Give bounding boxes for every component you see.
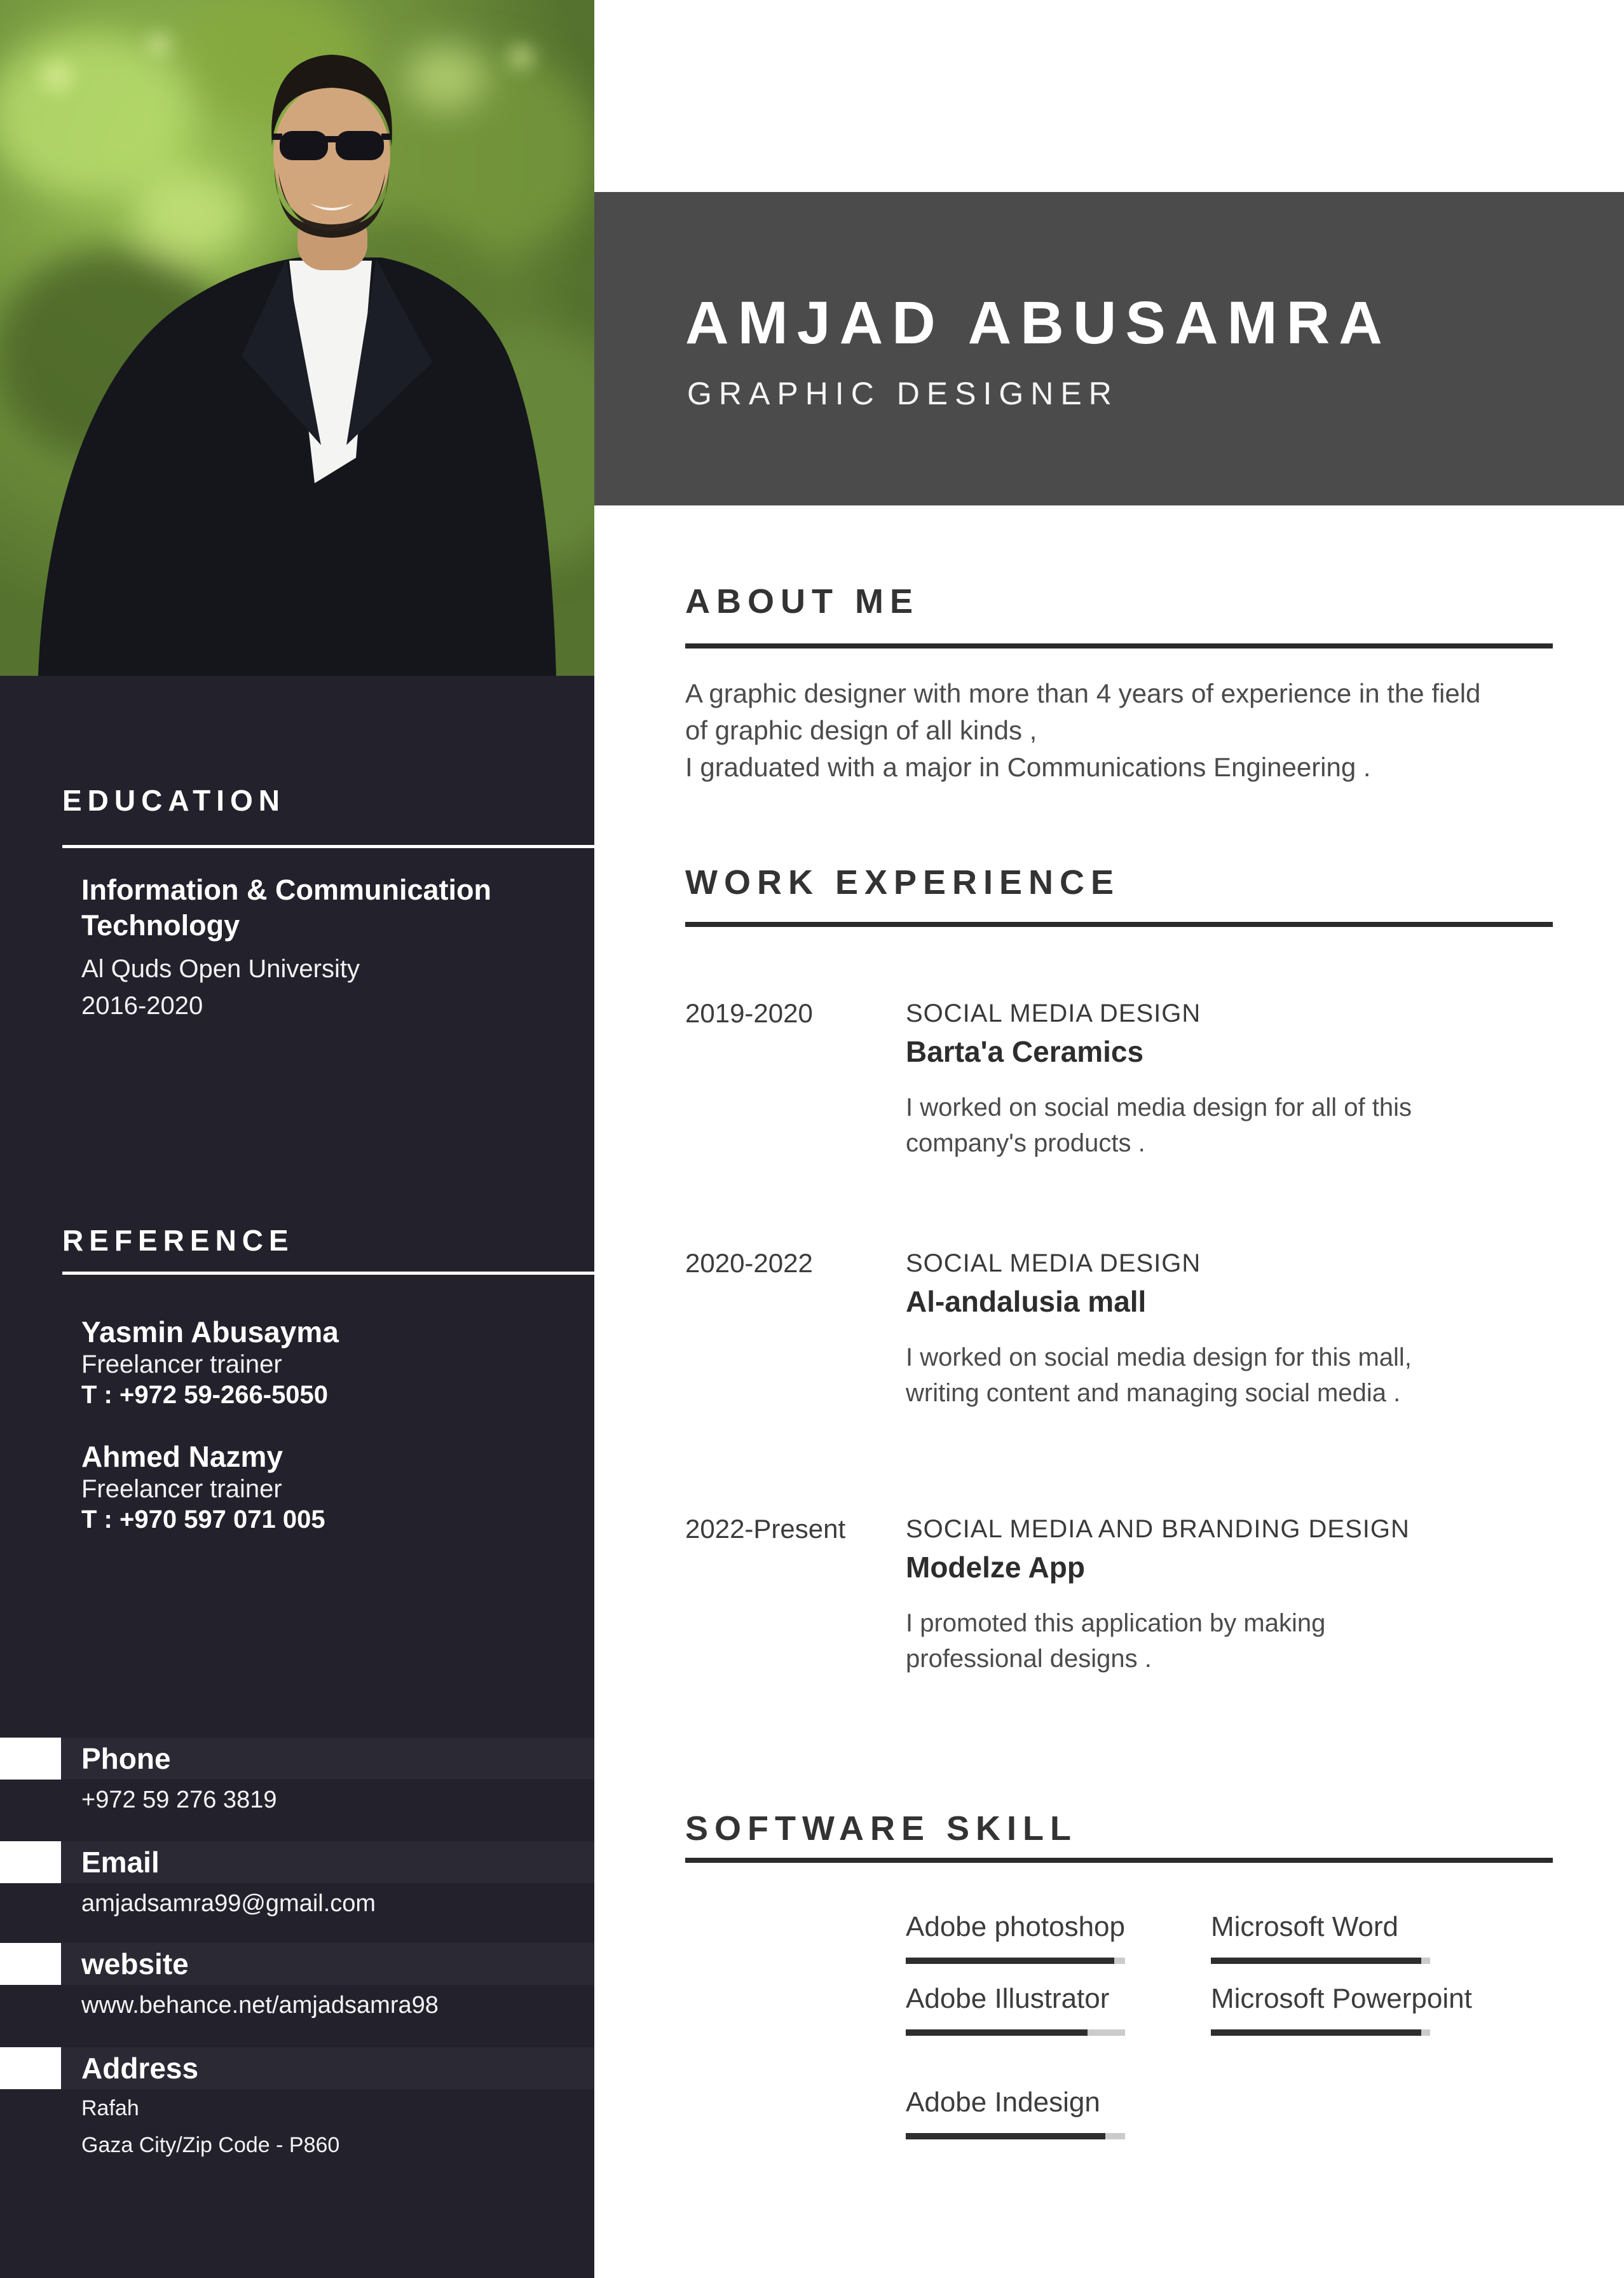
reference-name: Ahmed Nazmy: [81, 1440, 283, 1473]
entry-description-line: writing content and managing social media .: [906, 1379, 1401, 1407]
entry-date: 2022-Present: [685, 1514, 846, 1544]
skill-name: Microsoft Powerpoint: [1211, 1983, 1472, 2014]
contact-label-band: [0, 1841, 594, 1883]
work-entry: [685, 1248, 1553, 1411]
skill-item: [1211, 1911, 1554, 1964]
entry-description-line: I promoted this application by making: [906, 1609, 1326, 1637]
entry-description: [906, 1340, 1553, 1411]
reference-list: [81, 1315, 564, 1535]
reference-role: Freelancer trainer: [81, 1475, 282, 1503]
about-text: [685, 675, 1588, 786]
entry-title: SOCIAL MEDIA DESIGN: [906, 1249, 1201, 1277]
entry-company: Barta'a Ceramics: [906, 1035, 1144, 1068]
about-line: A graphic designer with more than 4 years of experience in the field: [685, 678, 1481, 708]
education-divider: [62, 845, 594, 848]
name-header-box: [594, 192, 1624, 505]
work-heading: WORK EXPERIENCE: [685, 863, 1121, 902]
label-chip: [0, 1841, 61, 1883]
entry-description: [906, 1090, 1553, 1161]
reference-divider: [62, 1272, 594, 1275]
skill-bar-fill: [1211, 1958, 1421, 1964]
skill-bar-track: [906, 1958, 1125, 1964]
skill-bar-fill: [1211, 2029, 1421, 2036]
skill-name: Adobe photoshop: [906, 1911, 1125, 1942]
entry-description-line: company's products .: [906, 1129, 1145, 1157]
skill-name: Microsoft Word: [1211, 1911, 1399, 1942]
website-value: www.behance.net/amjadsamra98: [81, 1992, 439, 2019]
about-line: of graphic design of all kinds ,: [685, 715, 1037, 745]
skill-item: [906, 2086, 1249, 2139]
sidebar: [0, 0, 594, 2278]
skill-name: Adobe Illustrator: [906, 1983, 1110, 2014]
email-label: Email: [61, 1841, 594, 1883]
profile-photo: [0, 0, 594, 676]
degree-line2: Technology: [81, 909, 240, 942]
skills-divider: [685, 1858, 1553, 1863]
education-heading: EDUCATION: [62, 784, 286, 817]
reference-item: [81, 1439, 564, 1535]
reference-role: Freelancer trainer: [81, 1350, 282, 1378]
contact-row-email: [0, 1841, 594, 1918]
reference-name: Yasmin Abusayma: [81, 1315, 339, 1348]
entry-title: SOCIAL MEDIA DESIGN: [906, 999, 1201, 1027]
education-years: 2016-2020: [81, 992, 203, 1020]
contact-row-address: [0, 2047, 594, 2158]
address-value-line1: Rafah: [81, 2096, 139, 2120]
reference-phone: T : +970 597 071 005: [81, 1506, 325, 1534]
phone-label: Phone: [61, 1738, 594, 1780]
reference-phone: T : +972 59-266-5050: [81, 1381, 329, 1409]
work-entry: [685, 998, 1553, 1161]
skill-name: Adobe Indesign: [906, 2087, 1100, 2118]
phone-value: +972 59 276 3819: [81, 1787, 277, 1813]
email-value: amjadsamra99@gmail.com: [81, 1890, 376, 1917]
work-divider: [685, 922, 1553, 927]
reference-heading: REFERENCE: [62, 1224, 294, 1257]
label-chip: [0, 1738, 61, 1780]
skill-item: [906, 1982, 1249, 2036]
profile-photo-illustration: [0, 0, 594, 676]
skill-bar-track: [1211, 2029, 1430, 2036]
about-heading: ABOUT ME: [685, 582, 919, 621]
skill-item: [906, 1911, 1249, 1964]
about-divider: [685, 643, 1553, 648]
about-line: I graduated with a major in Communications Engineering .: [685, 752, 1371, 782]
reference-item: [81, 1315, 564, 1410]
education-item: [81, 872, 564, 1021]
skill-item: [1211, 1982, 1554, 2036]
person-name: AMJAD ABUSAMRA: [685, 289, 1391, 357]
entry-company: Al-andalusia mall: [906, 1285, 1147, 1318]
skills-heading: SOFTWARE SKILL: [685, 1809, 1077, 1848]
entry-description-line: I worked on social media design for this mall,: [906, 1343, 1412, 1371]
skill-bar-fill: [906, 1958, 1114, 1964]
entry-date: 2020-2022: [685, 1248, 813, 1278]
address-label: Address: [61, 2047, 594, 2089]
skill-bar-track: [906, 2133, 1125, 2139]
skill-bar-fill: [906, 2133, 1105, 2139]
label-chip: [0, 1943, 61, 1985]
contact-label-band: [0, 1738, 594, 1780]
skill-bar-track: [1211, 1958, 1430, 1964]
contact-label-band: [0, 2047, 594, 2089]
entry-description-line: professional designs .: [906, 1645, 1152, 1673]
degree-line1: Information & Communication: [81, 874, 491, 906]
skill-bar-fill: [906, 2029, 1088, 2036]
work-entry: [685, 1514, 1553, 1677]
website-label: website: [61, 1943, 594, 1985]
school-name: Al Quds Open University: [81, 955, 360, 983]
entry-title: SOCIAL MEDIA AND BRANDING DESIGN: [906, 1515, 1410, 1543]
person-job-title: GRAPHIC DESIGNER: [687, 376, 1119, 411]
contact-label-band: [0, 1943, 594, 1985]
contact-row-phone: [0, 1738, 594, 1815]
label-chip: [0, 2047, 61, 2089]
entry-date: 2019-2020: [685, 998, 813, 1028]
entry-company: Modelze App: [906, 1551, 1085, 1584]
entry-description-line: I worked on social media design for all of this: [906, 1094, 1412, 1122]
address-value-line2: Gaza City/Zip Code - P860: [81, 2133, 340, 2157]
entry-description: [906, 1605, 1553, 1677]
contact-row-website: [0, 1943, 594, 2020]
skill-bar-track: [906, 2029, 1125, 2036]
